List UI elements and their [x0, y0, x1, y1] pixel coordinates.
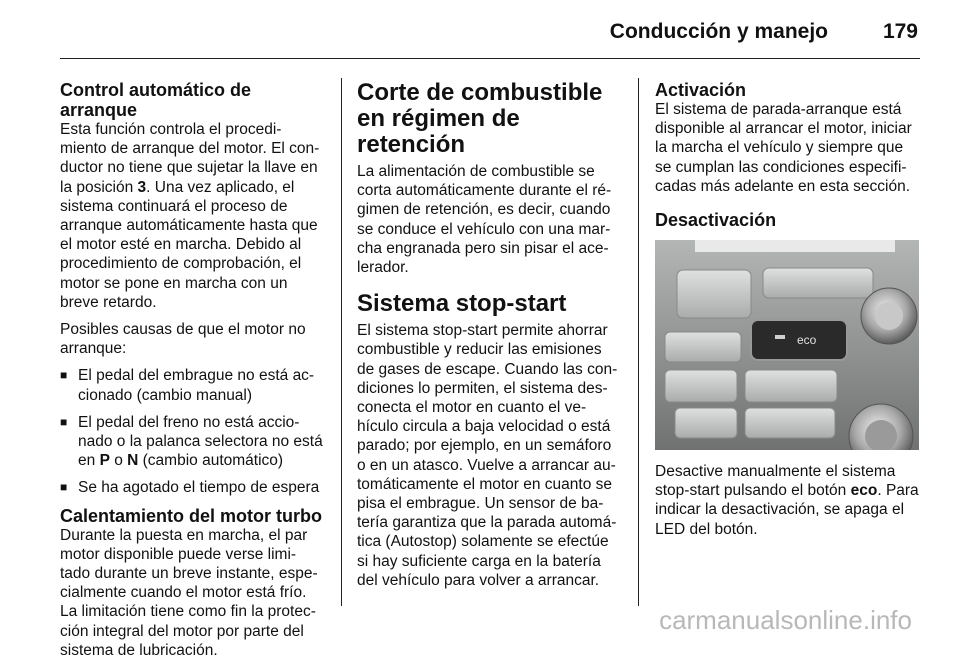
section-title: Conducción y manejo: [609, 20, 828, 43]
heading-deactivation: Desactivación: [655, 210, 777, 231]
header-rule: [60, 58, 920, 59]
bullet-icon: ■: [60, 368, 68, 383]
bullet-icon: ■: [60, 414, 68, 429]
console-illustration: [655, 240, 919, 450]
column-1: [60, 80, 326, 668]
column-3: [655, 80, 921, 547]
dashboard-photo: [655, 240, 919, 450]
column-2: [357, 80, 623, 598]
bullet-icon: ■: [60, 480, 68, 495]
paragraph-turbo: Durante la puesta en marcha, el par motor disponible puede verse limi-tado durante un breve instante, espe-cialmente cuando el motor está frío. La limitación tiene como fin la protec-ción integral del motor por parte del sistema de lubricación.: [60, 526, 318, 659]
column-divider-1: [341, 78, 342, 606]
eco-button-label: eco: [797, 333, 817, 348]
list-item: ■ El pedal del embrague no está ac-cionado (cambio manual): [60, 367, 315, 404]
page-header: [60, 0, 920, 58]
paragraph-activation: El sistema de parada-arranque está disponible al arrancar el motor, iniciar la marcha el vehículo y siempre que se cumplan las condiciones especifi-cadas más adelante en esta sección.: [655, 101, 912, 195]
heading-turbo: Calentamiento del motor turbo: [60, 505, 323, 526]
heading-activation: Activación: [655, 80, 747, 100]
watermark: carmanualsonline.info: [659, 605, 912, 635]
heading-fuel-cut: Corte de combustible en régimen de retención: [357, 79, 603, 158]
list-item: ■ Se ha agotado el tiempo de espera: [60, 479, 320, 497]
paragraph-auto-start: Esta función controla el procedi-miento de arranque del motor. El con-ductor no tiene que sujetar la llave en la posición 3. Una vez aplicado, el sistema continuará el proceso de arranque automáticamente hasta que el motor esté en marcha. Debido al procedimiento de comprobación, el motor se pone en marcha con un breve retardo.: [60, 121, 320, 311]
paragraph-stop-start: El sistema stop-start permite ahorrar combustible y reducir las emisiones de gases de escape. Cuando las con-diciones lo permiten, el sistema des-conecta el motor en cuanto el ve-hículo circula a baja velocidad o está parado; por ejemplo, en un semáforo o en un atasco. Vuelve a arrancar au-tomáticamente el motor en cuanto se pisa el embrague. Un sensor de ba-tería garantiza que la parada automá-tica (Autostop) solamente se efectúe si hay suficiente carga en la batería del vehículo para volver a arrancar.: [357, 322, 618, 589]
page-number: 179: [882, 20, 918, 43]
paragraph-fuel-cut: La alimentación de combustible se corta automáticamente durante el ré-gimen de retención, es decir, cuando se conduce el vehículo con una mar-cha engranada pero sin pisar el ace-lerador.: [357, 163, 612, 277]
column-divider-2: [638, 78, 639, 606]
heading-auto-start: Control automático de arranque: [60, 80, 252, 120]
list-item: ■ El pedal del freno no está accio-nado o la palanca selectora no está en P o N (cambio automático): [60, 413, 323, 470]
causes-list: [60, 366, 326, 497]
paragraph-causes: Posibles causas de que el motor no arranque:: [60, 321, 306, 358]
paragraph-deactivation: Desactive manualmente el sistema stop-start pulsando el botón eco. Para indicar la desactivación, se apaga el LED del botón.: [655, 463, 919, 538]
heading-stop-start: Sistema stop-start: [357, 290, 567, 318]
